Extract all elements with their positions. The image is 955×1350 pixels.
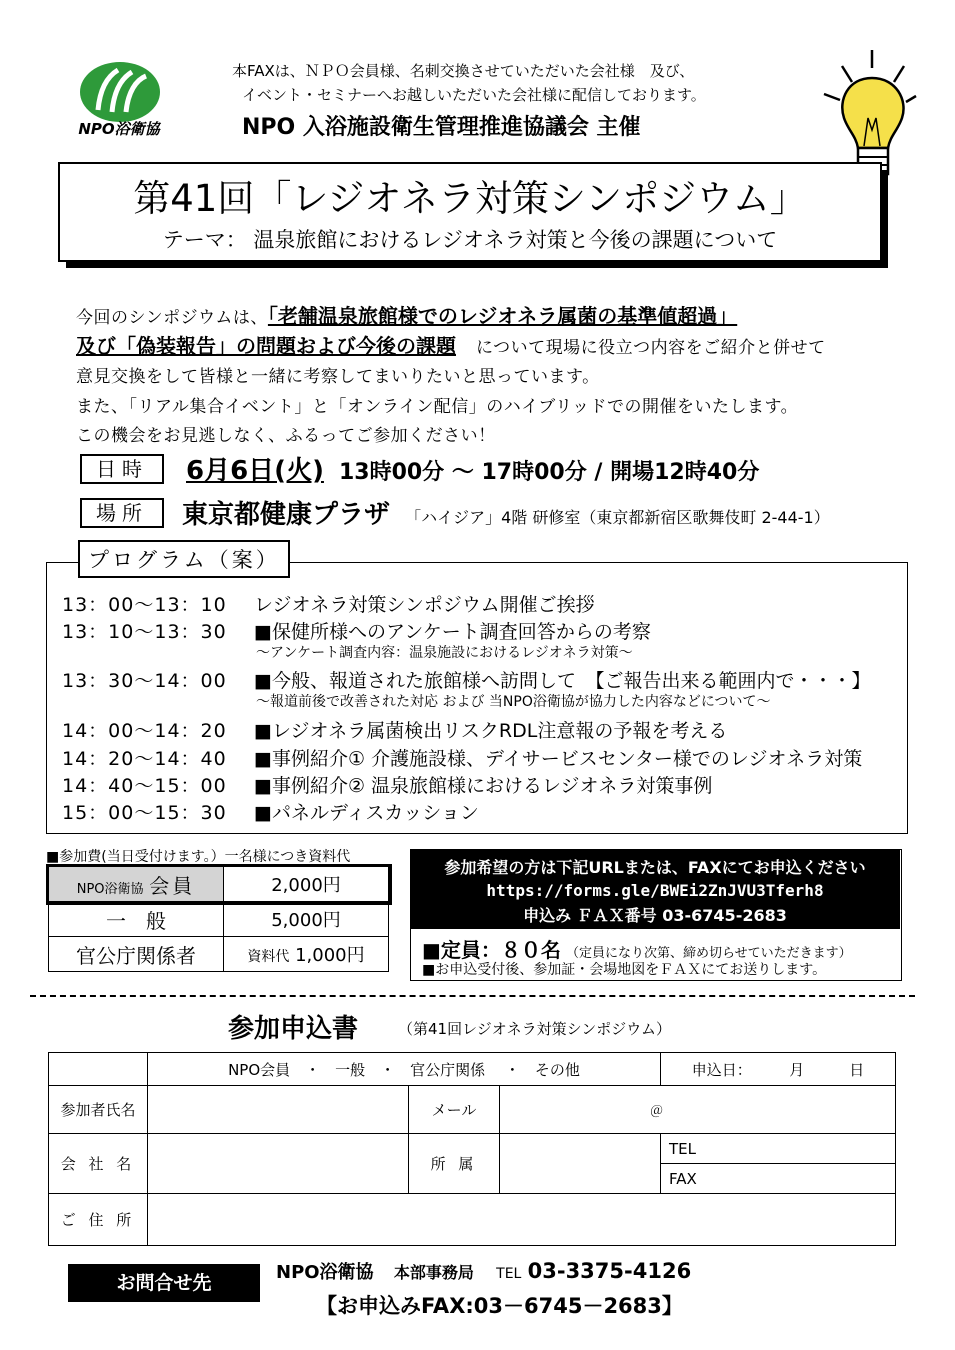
program-time: 14：00～14：20 xyxy=(62,720,227,742)
event-place-main: 東京都健康プラザ xyxy=(182,500,391,530)
tel-field[interactable]: TEL xyxy=(661,1134,896,1164)
contact-org: NPO浴衛協 xyxy=(276,1262,374,1283)
form-row xyxy=(49,1134,896,1164)
fee-value: 5,000円 xyxy=(224,902,389,937)
program-row xyxy=(62,617,651,644)
program-text: ■事例紹介① 介護施設様、デイサービスセンター様でのレジオネラ対策 xyxy=(254,748,863,770)
address-label: ご 住 所 xyxy=(49,1194,148,1246)
contact-tel: 03-3375-4126 xyxy=(527,1259,692,1283)
fee-label-text: 会員 xyxy=(149,873,196,898)
event-title: 第41回「レジオネラ対策シンポジウム」 xyxy=(133,177,807,220)
event-time: 13時00分 ～ 17時00分 / 開場12時40分 xyxy=(338,460,760,485)
program-row xyxy=(62,716,727,743)
name-field[interactable] xyxy=(148,1086,409,1134)
mail-field[interactable]: ＠ xyxy=(500,1086,896,1134)
contact-office: 本部事務局 xyxy=(393,1263,474,1282)
cut-line xyxy=(30,995,915,997)
program-subtext: ～アンケート調査内容：温泉施設におけるレジオネラ対策～ xyxy=(256,645,633,661)
program-text: ■今般、報道された旅館様へ訪問して 【ご報告出来る範囲内で・・・】 xyxy=(254,670,871,692)
apply-url[interactable]: https://forms.gle/BWEi2ZnJVU3Tferh8 xyxy=(486,881,824,900)
intro-line-3: 意見交換をして皆様と一緒に考察してまいりたいと思っています。 xyxy=(76,367,600,387)
apply-fax: 申込み ＦＡＸ番号 03-6745-2683 xyxy=(523,906,787,925)
fee-value-text: 1,000円 xyxy=(295,945,365,966)
contact-tel-label: TEL xyxy=(496,1266,522,1282)
fee-prefix: NPO浴衛協 xyxy=(76,881,144,897)
intro-line-4: また、「リアル集合イベント」と「オンライン配信」のハイブリッドでの開催をいたします。 xyxy=(76,397,799,417)
program-text: レジオネラ対策シンポジウム開催ご挨拶 xyxy=(254,594,595,616)
form-title: 参加申込書 xyxy=(228,1014,359,1044)
program-time: 14：40～15：00 xyxy=(62,775,227,797)
program-time: 15：00～15：30 xyxy=(62,802,227,824)
event-theme: テーマ： 温泉旅館におけるレジオネラ対策と今後の課題について xyxy=(162,228,778,252)
date-label: 日時 xyxy=(80,454,164,484)
program-row xyxy=(62,666,870,693)
company-field[interactable] xyxy=(148,1134,409,1194)
program-time: 13：10～13：30 xyxy=(62,621,227,643)
program-row xyxy=(62,590,595,617)
form-row xyxy=(49,1053,896,1086)
company-label: 会 社 名 xyxy=(49,1134,148,1194)
capacity-label: ■定員：８０名 xyxy=(422,938,561,962)
program-text: ■事例紹介② 温泉旅館様におけるレジオネラ対策事例 xyxy=(254,775,713,797)
form-blank-cell xyxy=(49,1053,148,1086)
contact-fax: 【お申込みFAX:03－6745－2683】 xyxy=(316,1294,683,1318)
intro-line-2-underline: 及び「偽装報告」の問題および今後の課題 xyxy=(76,334,456,358)
program-text: ■パネルディスカッション xyxy=(254,802,479,824)
apply-info-banner xyxy=(410,849,900,929)
program-time: 13：30～14：00 xyxy=(62,670,227,692)
form-row xyxy=(49,1086,896,1134)
fee-label: 官公庁関係者 xyxy=(49,937,224,972)
logo-text: NPO浴衛協 xyxy=(78,120,160,138)
fee-value: 2,000円 xyxy=(224,867,389,902)
program-time: 14：20～14：40 xyxy=(62,748,227,770)
intro-line-1-underline: 「老舗温泉旅館様でのレジオネラ属菌の基準値超過」 xyxy=(267,304,738,328)
place-label: 場所 xyxy=(80,498,164,528)
program-title: プログラム（案） xyxy=(78,540,290,578)
apply-notice: ■お申込受付後、参加証・会場地図をＦＡＸにてお送りします。 xyxy=(422,962,827,978)
program-row xyxy=(62,744,862,771)
fax-notice-line1: 本FAXは、ＮＰＯ会員様、名刺交換させていただいた会社様 及び、 xyxy=(232,62,695,80)
event-place xyxy=(182,494,830,531)
affiliation-label: 所 属 xyxy=(409,1134,500,1194)
mail-label: メール xyxy=(409,1086,500,1134)
contact-info xyxy=(276,1258,691,1284)
fax-field[interactable]: FAX xyxy=(661,1164,896,1194)
form-subtitle: （第41回レジオネラ対策シンポジウム） xyxy=(398,1020,672,1038)
application-form xyxy=(48,1052,896,1246)
organizer: NPO 入浴施設衛生管理推進協議会 主催 xyxy=(242,115,641,140)
capacity-note: （定員になり次第、締め切らせていただきます） xyxy=(566,946,852,961)
fee-value-prefix: 資料代 xyxy=(247,949,290,965)
program-row xyxy=(62,771,712,798)
event-place-detail: 「ハイジア」4階 研修室（東京都新宿区歌舞伎町 2-44-1） xyxy=(405,508,830,527)
apply-instruction: 参加希望の方は下記URLまたは、FAXにてお申込ください xyxy=(444,858,866,877)
application-date-field[interactable]: 申込日： 月 日 xyxy=(661,1053,896,1086)
event-date xyxy=(186,450,759,487)
address-field[interactable] xyxy=(148,1194,896,1246)
program-time: 13：00～13：10 xyxy=(62,594,227,616)
intro-line-5: この機会をお見逃しなく、ふるってご参加ください！ xyxy=(76,426,496,446)
fax-notice-line2: イベント・セミナーへお越しいただいた会社様に配信しております。 xyxy=(242,86,706,104)
name-label: 参加者氏名 xyxy=(49,1086,148,1134)
intro-line-2-post: について現場に役立つ内容をご紹介と併せて xyxy=(476,338,826,358)
affiliation-field[interactable] xyxy=(500,1134,661,1194)
program-text: ■保健所様へのアンケート調査回答からの考察 xyxy=(254,621,651,643)
contact-label: お問合せ先 xyxy=(68,1264,260,1302)
program-subtext: ～報道前後で改善された対応 および 当NPO浴衛協が協力した内容などについて～ xyxy=(256,694,771,710)
title-box xyxy=(58,162,882,262)
form-row xyxy=(49,1194,896,1246)
fee-value xyxy=(224,937,389,972)
program-row xyxy=(62,798,479,825)
fee-row xyxy=(49,937,389,972)
intro-line-2 xyxy=(76,330,826,359)
intro-line-1 xyxy=(76,300,737,329)
fee-row xyxy=(49,902,389,937)
fee-label xyxy=(49,867,224,902)
event-date-main: 6月6日(火) xyxy=(186,456,324,486)
fee-row xyxy=(49,867,389,902)
category-options[interactable]: NPO会員 ・ 一般 ・ 官公庁関係 ・ その他 xyxy=(148,1053,661,1086)
program-text: ■レジオネラ属菌検出リスクRDL注意報の予報を考える xyxy=(254,720,728,742)
fee-label: 一 般 xyxy=(49,902,224,937)
fee-table xyxy=(48,866,389,972)
fee-header: ■参加費(当日受付けます。）一名様につき資料代 xyxy=(46,849,351,865)
intro-line-1-pre: 今回のシンポジウムは、 xyxy=(76,308,268,328)
